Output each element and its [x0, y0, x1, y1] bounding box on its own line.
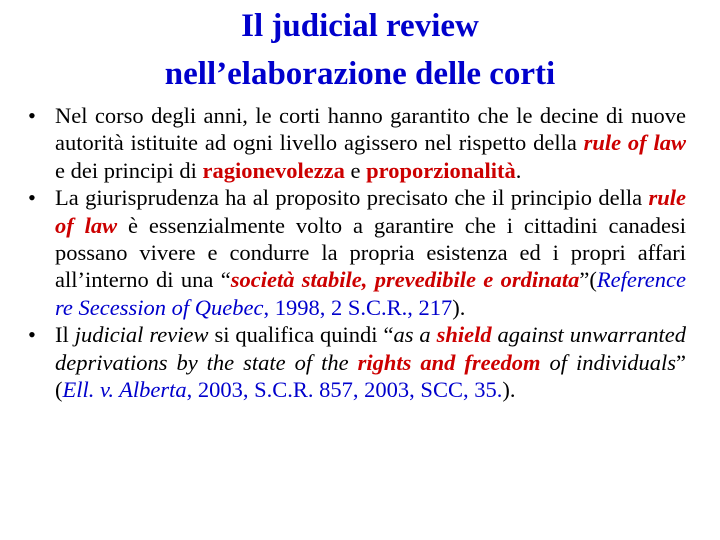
bullet-1-text-c: e [344, 157, 367, 183]
bullet-3-shield: shield [436, 322, 492, 348]
bullet-3-judicial-review: judicial review [74, 322, 209, 348]
bullet-2-citation: , 1998, 2 S.C.R., 217 [263, 294, 453, 320]
bullet-2-case-name: Reference re Secession of Quebec [55, 267, 686, 320]
slide-title-line-1: Il judicial review [241, 8, 479, 44]
bullet-1-text-b: e dei principi di [55, 157, 203, 183]
bullet-3-rights-and-freedom: rights and freedom [357, 349, 541, 375]
bullet-dot: • [28, 103, 36, 128]
bullet-3-citation: , 2003, S.C.R. 857, 2003, SCC, 35. [186, 377, 503, 403]
bullet-3-as-a: as a [393, 322, 437, 348]
bullet-2-quote: società stabile, prevedibile e ordinata [230, 267, 580, 293]
bullet-3-case-name: Ell. v. Alberta [62, 377, 187, 403]
bullet-1-text-d: . [515, 157, 522, 183]
bullet-2-text-d: ). [452, 294, 466, 320]
bullet-dot: • [28, 185, 36, 211]
bullet-list [28, 102, 686, 403]
bullet-1-ragionevolezza: ragionevolezza [202, 157, 345, 183]
bullet-1-rule-of-law: rule of law [583, 130, 686, 156]
bullet-dot: • [28, 322, 36, 348]
bullet-3-text-c: ” ( [55, 349, 687, 403]
slide-title-line-2: nell’elaborazione delle corti [164, 56, 556, 92]
bullet-1-proporzionalita: proporzionalità [366, 157, 516, 183]
bullet-1-text-a: Nel corso degli anni, le corti hanno garantito che le decine di nuove autorità istituite ad ogni livello agissero nel rispetto della [55, 103, 686, 156]
bullet-item-2 [28, 184, 686, 321]
bullet-3-text-a: Il [55, 322, 75, 348]
bullet-3-against: against unwarranted deprivations by the state of the [55, 322, 686, 375]
bullet-3-text-b: si qualifica quindi “ [208, 322, 394, 348]
bullet-item-1 [28, 102, 686, 184]
bullet-3-text-d: ). [502, 377, 516, 403]
bullet-2-text-c: ”( [579, 267, 597, 293]
bullet-2-rule-of-law: rule of law [55, 185, 686, 238]
bullet-2-text-b: è essenzialmente volto a garantire che i cittadini canadesi possano vivere e condurre la propria esistenza ed i propri affari all’interno di una “ [55, 212, 686, 293]
bullet-3-of-individuals: of individuals [540, 349, 677, 375]
slide-title [0, 2, 720, 98]
bullet-item-3 [28, 321, 686, 403]
bullet-2-text-a: La giurisprudenza ha al proposito precisato che il principio della [55, 185, 649, 211]
